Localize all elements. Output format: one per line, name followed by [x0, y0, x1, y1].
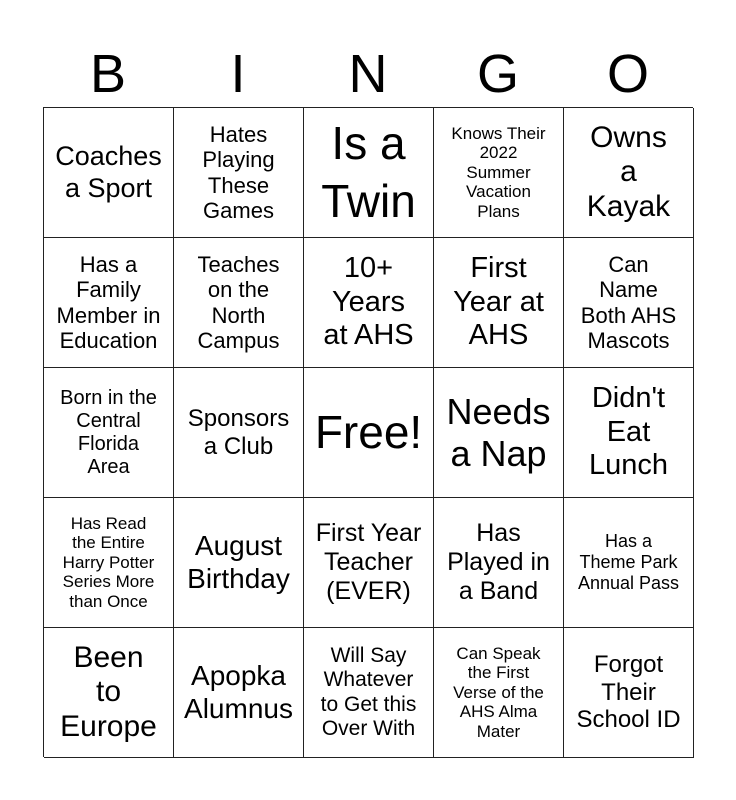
bingo-cell[interactable] [174, 628, 304, 758]
cell-label: Free! [314, 405, 423, 458]
header-letter-i: I [230, 44, 246, 104]
bingo-cell[interactable] [434, 628, 564, 758]
header-letter-n: N [348, 44, 388, 104]
bingo-cell[interactable] [44, 368, 174, 498]
bingo-cell[interactable] [174, 108, 304, 238]
bingo-cell[interactable] [174, 368, 304, 498]
bingo-cell[interactable] [304, 628, 434, 758]
cell-label: First Year at AHS [453, 252, 544, 352]
cell-label: Sponsors a Club [187, 404, 290, 460]
cell-label: Hates Playing These Games [202, 121, 275, 223]
bingo-cell[interactable] [304, 368, 434, 498]
bingo-cell[interactable] [564, 368, 694, 498]
bingo-cell[interactable] [44, 238, 174, 368]
bingo-cell[interactable] [174, 238, 304, 368]
cell-label: Forgot Their School ID [576, 651, 681, 734]
bingo-cell[interactable] [304, 108, 434, 238]
cell-label: August Birthday [187, 530, 290, 594]
header-letter-b: B [89, 44, 127, 104]
bingo-cell[interactable] [564, 498, 694, 628]
bingo-cell[interactable] [174, 498, 304, 628]
bingo-cell[interactable] [44, 628, 174, 758]
cell-label: Can Speak the First Verse of the AHS Alma Mater [453, 643, 544, 741]
cell-label: Has a Theme Park Annual Pass [577, 531, 680, 593]
bingo-cell[interactable] [564, 108, 694, 238]
cell-label: Needs a Nap [446, 391, 551, 474]
header-letter-g: G [476, 44, 519, 104]
cell-label: Didn't Eat Lunch [588, 382, 668, 482]
cell-label: Coaches a Sport [55, 141, 162, 203]
cell-label: Is a Twin [321, 117, 416, 227]
bingo-header [43, 40, 693, 108]
cell-label: Teaches on the North Campus [197, 251, 280, 353]
bingo-cell[interactable] [564, 238, 694, 368]
bingo-cell[interactable] [434, 498, 564, 628]
header-letter-o: O [606, 44, 649, 104]
bingo-cell[interactable] [434, 108, 564, 238]
cell-label: Apopka Alumnus [184, 660, 293, 724]
bingo-cell[interactable] [304, 498, 434, 628]
bingo-board [43, 107, 693, 757]
cell-label: Owns a Kayak [586, 120, 671, 223]
cell-label: 10+ Years at AHS [323, 252, 414, 352]
cell-label: First Year Teacher (EVER) [315, 519, 422, 605]
cell-label: Has a Family Member in Education [56, 251, 161, 353]
bingo-cell[interactable] [44, 108, 174, 238]
cell-label: Been to Europe [60, 640, 157, 743]
bingo-cell[interactable] [304, 238, 434, 368]
cell-label: Knows Their 2022 Summer Vacation Plans [451, 123, 546, 221]
cell-label: Will Say Whatever to Get this Over With [320, 644, 417, 740]
bingo-cell[interactable] [434, 368, 564, 498]
cell-label: Has Read the Entire Harry Potter Series More than Once [62, 513, 155, 611]
cell-label: Can Name Both AHS Mascots [580, 251, 677, 353]
bingo-cell[interactable] [434, 238, 564, 368]
cell-label: Has Played in a Band [447, 519, 550, 605]
cell-label: Born in the Central Florida Area [60, 386, 157, 478]
bingo-cell[interactable] [44, 498, 174, 628]
bingo-cell[interactable] [564, 628, 694, 758]
